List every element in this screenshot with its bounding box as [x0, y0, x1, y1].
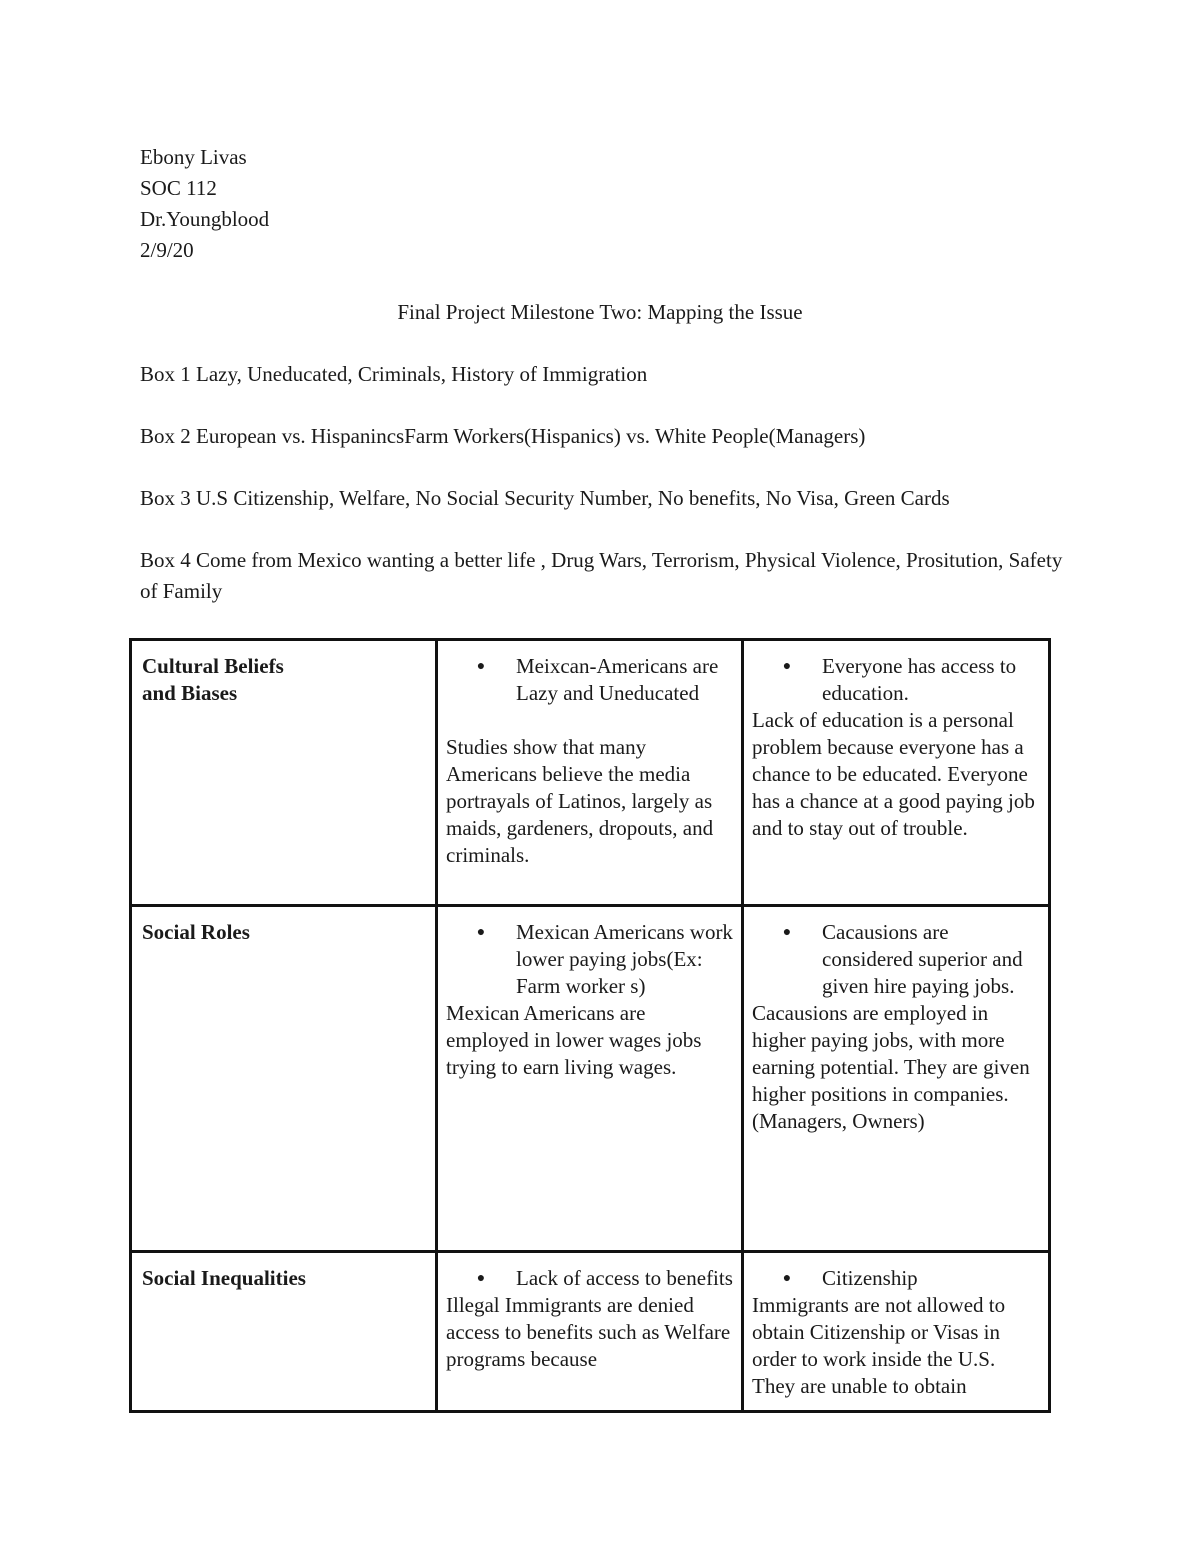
table-cell [743, 640, 1050, 906]
row-heading-cell [131, 906, 437, 1252]
bullet-icon: ● [476, 1271, 486, 1286]
bullet-icon: ● [782, 1271, 792, 1286]
bullet-item [446, 653, 733, 707]
cell-paragraph: Lack of education is a personal problem because everyone has a chance to be educated. Everyone has a chance at a good paying job and to stay out of trouble. [752, 708, 1035, 840]
table-cell [437, 640, 743, 906]
bullet-text: Citizenship [822, 1266, 918, 1290]
bullet-text: Everyone has access to education. [822, 654, 1017, 705]
course-code: SOC 112 [140, 176, 217, 200]
bullet-item [446, 919, 733, 1000]
row-heading-line: Social Roles [142, 920, 250, 944]
document-title: Final Project Milestone Two: Mapping the Issue [397, 300, 803, 324]
box-3-line: Box 3 U.S Citizenship, Welfare, No Social Security Number, No benefits, No Visa, Green Cards [140, 486, 950, 510]
bullet-icon: ● [476, 659, 486, 674]
cell-paragraph: Mexican Americans are employed in lower wages jobs trying to earn living wages. [446, 1001, 702, 1079]
bullet-text: Cacausions are considered superior and given hire paying jobs. [822, 920, 1023, 998]
table-row-social-roles [131, 906, 1050, 1252]
mapping-table [129, 638, 1051, 1413]
row-heading-line: Cultural Beliefs [142, 654, 284, 678]
bullet-text: Meixcan-Americans are Lazy and Uneducated [516, 654, 719, 705]
bullet-icon: ● [782, 925, 792, 940]
cell-paragraph: Cacausions are employed in higher paying jobs, with more earning potential. They are given higher positions in companies. (Managers, Owners) [752, 1001, 1030, 1133]
row-heading-line: Social Inequalities [142, 1266, 306, 1290]
table-cell [437, 1252, 743, 1412]
row-heading-cell [131, 640, 437, 906]
author-name: Ebony Livas [140, 145, 247, 169]
bullet-icon: ● [782, 659, 792, 674]
table-cell [743, 906, 1050, 1252]
instructor-name: Dr.Youngblood [140, 207, 270, 231]
header-block [140, 142, 269, 266]
row-heading-line: and Biases [142, 681, 238, 705]
bullet-text: Mexican Americans work lower paying jobs(Ex: Farm worker s) [516, 920, 733, 998]
box-1-line: Box 1 Lazy, Uneducated, Criminals, History of Immigration [140, 362, 648, 386]
table-cell [437, 906, 743, 1252]
row-heading-cell [131, 1252, 437, 1412]
table-row-cultural-beliefs [131, 640, 1050, 906]
bullet-icon: ● [476, 925, 486, 940]
bullet-item [752, 1265, 1040, 1292]
bullet-item [752, 919, 1040, 1000]
cell-paragraph: Illegal Immigrants are denied access to benefits such as Welfare programs because [446, 1293, 731, 1371]
bullet-text: Lack of access to benefits [516, 1266, 733, 1290]
cell-paragraph: Studies show that many Americans believe the media portrayals of Latinos, largely as maids, gardeners, dropouts, and criminals. [446, 735, 714, 867]
bullet-item [752, 653, 1040, 707]
box-4-line: Box 4 Come from Mexico wanting a better life , Drug Wars, Terrorism, Physical Violence, Prositution, Safety of Family [140, 548, 1063, 603]
table-cell [743, 1252, 1050, 1412]
table-row-social-inequalities [131, 1252, 1050, 1412]
cell-paragraph: Immigrants are not allowed to obtain Citizenship or Visas in order to work inside the U.S. They are unable to obtain [752, 1293, 1006, 1398]
box-2-line: Box 2 European vs. HispanincsFarm Workers(Hispanics) vs. White People(Managers) [140, 424, 866, 448]
bullet-item [446, 1265, 733, 1292]
document-date: 2/9/20 [140, 238, 194, 262]
